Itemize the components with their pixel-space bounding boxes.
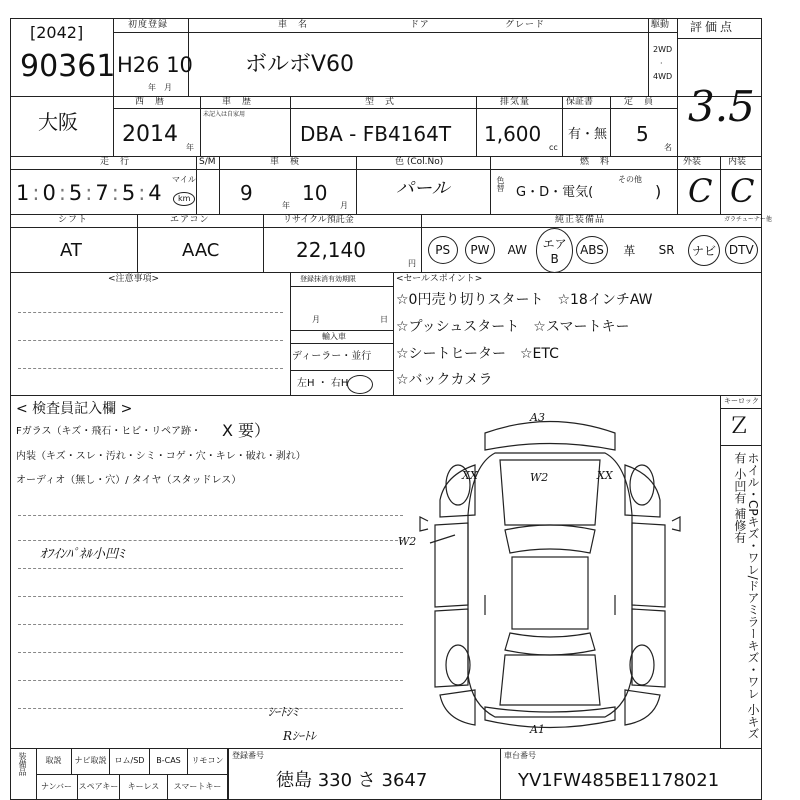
inspection-label: 車 検 xyxy=(270,157,301,167)
accessory-item: 取説 xyxy=(36,748,72,774)
sales-label: <セールスポイント> xyxy=(396,274,483,284)
history-sub: 未記入は自家用 xyxy=(203,111,246,118)
handwritten-note-3: Rｼｰﾄﾚ xyxy=(283,729,317,743)
diagram-mark-a3: A3 xyxy=(530,411,545,424)
accessory-item: B-CAS xyxy=(150,748,188,774)
capacity-label: 定 員 xyxy=(624,97,655,107)
displacement-value: 1,600 xyxy=(484,122,542,146)
recycle-unit: 円 xyxy=(408,259,416,268)
glass-required: X 要） xyxy=(222,421,271,440)
car-diagram xyxy=(400,405,700,745)
expiry-label: 登録抹消有効期限 xyxy=(300,275,356,283)
dealer-label: ディーラー・並行 xyxy=(292,351,372,362)
accessory-item: スマートキー xyxy=(168,774,228,800)
displacement-unit: cc xyxy=(549,143,558,152)
vin-label: 車台番号 xyxy=(504,751,536,760)
history-label: 車 歴 xyxy=(222,97,253,107)
auction-sheet: [2042] 90361 初度登録 H26 10 年 月 車 名 ドア グレード ボルボV60 駆動 2WD · 4WD 評価点 3.5 大阪 西 暦 2014 年 車 歴 未記入は自家用 型 式 DBA - FB4164T 排気量 1,600 cc 保証書 有・無 定 員 5 名 走 行 1:0:5:7:5:4 マイル km S/M 車 検 9 年 10 月 色 (Col.No) パール 色替 燃 料 G・D・電気( その他 ) 外装 C 内装 C シフト AT エアコン AAC リサイクル預託金 22,140 円 純正装備品 ガラチューナー他 PS PW AW エアB ABS 革 SR ナビ DTV <注意事項> 登録抹消有効期限 月 日 輸入車 ディーラー・並行 左H ・ 右H <セールスポイント> ☆0円売り切りスタート ☆18インチAW ☆プッシュスタート ☆スマートキー ☆シートヒーター ☆ETC ☆バックカメラ < 検査員記入欄 > Fガラス（キズ・飛石・ヒビ・リペア跡・ X 要） 内装（キズ・スレ・汚れ・シミ・コゲ・穴・キレ・破れ・剥れ） オーディオ（無し・穴）/ タイヤ（スタッドレス） ｵﾌｲﾝﾊﾟﾈﾙ小凹ﾐ ｼｰﾄｼﾐ Rｼｰﾄﾚ キーロック Ｚ ホイル・CPキズ・ワレ/ドアミラーキズ・ワレ 小キズ有 小凹有 補修有 A3 XX W2 XX W2 A1 装備品 取説 ナビ取説 ロム/SD B-CAS リモコン ナンバー スペアキー キーレス スマートキー 登録番号 徳島 330 さ 3647 車台番号 YV1FW485BE1178021 xyxy=(0,0,800,800)
score-label: 評価点 xyxy=(690,20,736,34)
door-label: ドア xyxy=(410,20,430,30)
accessory-row-1 xyxy=(36,748,228,774)
caution-label: <注意事項> xyxy=(108,274,160,284)
diagram-mark-xx-left: XX xyxy=(462,469,478,482)
interior-value: C xyxy=(730,172,755,210)
first-reg-units: 年 月 xyxy=(148,83,172,92)
handwritten-note-2: ｼｰﾄｼﾐ xyxy=(268,705,299,719)
equipment-item: PS xyxy=(424,234,461,266)
accessory-row-2 xyxy=(36,774,228,800)
smeter-label: S/M xyxy=(199,157,216,167)
accessory-item: スペアキー xyxy=(78,774,120,800)
sales-point-2: ☆プッシュスタート ☆スマートキー xyxy=(396,319,630,335)
equipment-item: AW xyxy=(507,243,528,257)
inspection-month: 10 xyxy=(302,181,328,205)
sales-point-3: ☆シートヒーター ☆ETC xyxy=(396,346,559,362)
shift-value: AT xyxy=(60,240,82,261)
accessory-item: ロム/SD xyxy=(110,748,150,774)
warranty-label: 保証書 xyxy=(566,97,594,107)
displacement-label: 排気量 xyxy=(500,97,531,107)
first-reg-value: H26 10 xyxy=(117,53,193,77)
steering-value: 左H ・ 右H xyxy=(297,378,349,389)
import-label: 輸入車 xyxy=(322,332,346,341)
glass-line: Fガラス（キズ・飛石・ヒビ・リペア跡・ xyxy=(16,426,202,437)
vin-value: YV1FW485BE1178021 xyxy=(518,770,720,791)
accessory-item: ナビ取説 xyxy=(72,748,110,774)
lot-number: 90361 xyxy=(20,49,116,84)
fuel-label: 燃 料 xyxy=(580,157,611,167)
recycle-value: 22,140 xyxy=(296,238,366,262)
mileage-unit-km: km xyxy=(173,192,195,206)
shift-label: シフト xyxy=(58,215,89,225)
equipment-item: DTV xyxy=(723,234,760,266)
tv-label: ガラチューナー他 xyxy=(724,216,772,223)
inspector-title: < 検査員記入欄 > xyxy=(16,401,133,417)
mileage-value: 1:0:5:7:5:4 xyxy=(16,181,165,205)
mileage-label: 走 行 xyxy=(100,157,131,167)
score-value: 3.5 xyxy=(688,82,755,131)
equipment-item: SR xyxy=(658,243,675,257)
lot-code: [2042] xyxy=(30,23,84,42)
first-reg-label: 初度登録 xyxy=(128,20,169,30)
interior-line: 内装（キズ・スレ・汚れ・シミ・コゲ・穴・キレ・破れ・剥れ） xyxy=(16,451,306,462)
accessory-item: リモコン xyxy=(188,748,228,774)
accessory-item: キーレス xyxy=(120,774,168,800)
car-name-label: 車 名 xyxy=(278,20,309,30)
drive-4wd: 4WD xyxy=(653,72,673,81)
exterior-value: C xyxy=(688,172,713,210)
inspection-year-unit: 年 xyxy=(282,201,290,210)
fuel-other: その他 xyxy=(618,175,642,184)
drive-2wd: 2WD xyxy=(653,45,673,54)
capacity-value: 5 xyxy=(636,122,649,146)
inspection-year: 9 xyxy=(240,181,253,205)
equipment-item: 革 xyxy=(623,243,636,258)
equipment-item: エアB xyxy=(536,234,573,266)
equipment-item: ABS xyxy=(573,234,610,266)
plate-value: 徳島 330 さ 3647 xyxy=(276,770,428,791)
color-label: 色 (Col.No) xyxy=(395,157,444,167)
year-value: 2014 xyxy=(122,122,178,147)
area-value: 大阪 xyxy=(38,110,78,134)
equipment-label: 純正装備品 xyxy=(555,215,606,225)
sales-point-1: ☆0円売り切りスタート ☆18インチAW xyxy=(396,292,653,308)
grade-label: グレード xyxy=(505,20,546,30)
inspection-month-unit: 月 xyxy=(340,201,348,210)
year-label: 西 暦 xyxy=(135,97,166,107)
expiry-month: 月 xyxy=(312,315,320,324)
warranty-value: 有・無 xyxy=(568,127,608,142)
ac-value: AAC xyxy=(182,240,220,261)
equipment-list xyxy=(424,234,760,266)
mileage-unit-mile: マイル xyxy=(172,175,196,184)
color-value: パール xyxy=(396,178,450,199)
diagram-mark-w2-top: W2 xyxy=(530,471,549,484)
car-name-value: ボルボV60 xyxy=(245,52,355,77)
audio-line: オーディオ（無し・穴）/ タイヤ（スタッドレス） xyxy=(16,475,242,486)
diagram-mark-a1: A1 xyxy=(530,723,545,736)
plate-label: 登録番号 xyxy=(232,751,264,760)
ac-label: エアコン xyxy=(170,215,210,225)
diagram-mark-xx-right: XX xyxy=(597,469,613,482)
equipment-item: PW xyxy=(461,234,498,266)
interior-label: 内装 xyxy=(728,157,747,167)
accessory-label: 装備品 xyxy=(18,752,27,776)
color-change-label: 色替 xyxy=(496,176,505,192)
model-value: DBA - FB4164T xyxy=(300,122,452,146)
capacity-unit: 名 xyxy=(664,143,672,152)
accessory-item: ナンバー xyxy=(36,774,78,800)
fuel-value: G・D・電気( xyxy=(516,185,594,200)
keylock-value: Ｚ xyxy=(728,414,751,439)
expiry-day: 日 xyxy=(380,315,388,324)
keylock-label: キーロック xyxy=(724,397,759,405)
steering-circle xyxy=(347,375,373,394)
drive-label: 駆動 xyxy=(651,20,670,30)
handwritten-note-1: ｵﾌｲﾝﾊﾟﾈﾙ小凹ﾐ xyxy=(40,547,125,562)
sales-point-4: ☆バックカメラ xyxy=(396,372,493,388)
year-unit: 年 xyxy=(186,143,194,152)
recycle-label: リサイクル預託金 xyxy=(283,215,354,225)
model-label: 型 式 xyxy=(365,97,396,107)
equipment-item: ナビ xyxy=(685,234,722,266)
exterior-label: 外装 xyxy=(683,157,702,167)
side-damage-text: ホイル・CPキズ・ワレ/ドアミラーキズ・ワレ 小キズ有 小凹有 補修有 xyxy=(732,452,760,740)
diagram-mark-w2-side: W2 xyxy=(398,535,417,548)
fuel-close: ) xyxy=(655,182,662,201)
